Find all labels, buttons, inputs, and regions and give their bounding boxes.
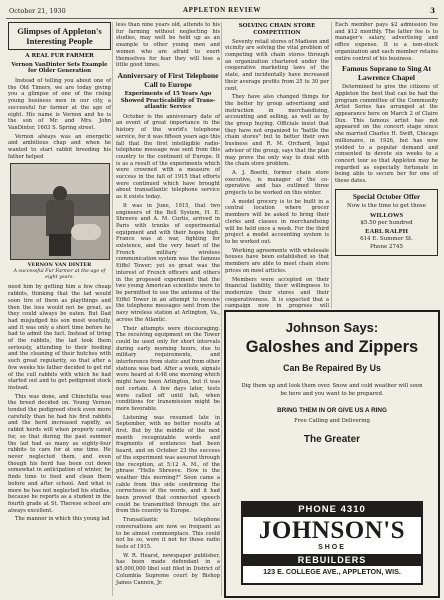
- photo-rabbit: [71, 224, 101, 240]
- paragraph: This was done, and Chinchilla was the breed decided on. Young Vernon tended the pedigreed stock even more carefully than he had his first rabbits and the herd increased rapidly, as rabbit herds will when properly cared for, so that during the past summer the lad had as many as eighty-four rabbits to care for at one time. He never neglected them, and even though his herd has been cut down somewhat in anticipation of winter, he finds time to feed and clean them before and after school. And what is more he has not neglected his studies, because he reports as a student in the fourth grade at St. Therese school are always excellent.: [8, 393, 111, 514]
- paragraph: Vernon always was an energetic and ambitious chap and when he wanted to start rabbit breeding his father helped: [8, 133, 111, 160]
- ad-phone: Phone 2745: [369, 243, 404, 250]
- header-rule: [6, 18, 438, 19]
- paragraph: Determined to give the citizens of Appleton the best that can be had the program committee of the Community Artist Series has arranged at the appearance here on March 2 of Claire Dux. This famous artist has not appeared on the concert stage since she married Charles H. Swift, Chicago millionaire, in 1926, but has now yielded to a popular demand and consented to devote six weeks to a concert tour so that Appleton may be regarded as especially fortunate in being able to secure her for one of these dates.: [335, 84, 438, 185]
- page-number: 3: [430, 6, 435, 15]
- logo-shoe: SHOE: [318, 544, 346, 551]
- paragraph: October is the anniversary date of an event of great importance in the history of the world's telephone service, for it was fifteen years ago this fall that the first intelligible radio-telephone message was sent from this country to the continent of Europe. It is as a result of the experiments which were crowned with a measure of success in the fall of 1915 that efforts were continued which have brought about transatlantic telephone service as it exists today.: [116, 113, 220, 201]
- ad-name: EARL RALPH: [365, 228, 408, 236]
- column-1: [8, 22, 111, 596]
- article-headline: Anniversary of First Telephone Call to Europe: [117, 70, 219, 89]
- logo-phone: PHONE 4310: [243, 503, 421, 517]
- caption-name: VERNON VAN DINTER: [27, 262, 92, 269]
- paragraph: A model grocery is to be built in a central location where grocer members will be asked to bring their clerks and classes in merchandising will be held once a week. For the third project a model accounting system is to be worked out.: [225, 198, 329, 245]
- ad-title: Special October Offer: [352, 192, 421, 201]
- logo-address: 123 E. COLLEGE AVE., APPLETON, WIS.: [263, 567, 401, 576]
- paragraph: It was in June, 1915, that two engineers of the Bell System, H. E. Shreeve and A. M. Curtis, arrived in Paris with trunks of experimental equipment and with their hopes high. France was at war, fighting for existence, and the very heart of the French military wireless communication system was the famous Eiffel Tower; yet so great was the interest of French officers and others in the proposed experiment that the two young American scientists were to be permitted to use the antenna of the Eiffel Tower in an attempt to receive the telephone messages sent from the navy wireless station at Arlington, Va., across the Atlantic.: [116, 202, 220, 323]
- ad-headline-main: Galoshes and Zippers: [245, 338, 419, 356]
- paragraph: Seventy retail stores of Madison and vicinity are solving the vital problem of competing with chain stores through an organization chartered under the cooperative marketing laws of the state, and incidentally have increased their average profits from 25 to 30 per cent.: [225, 38, 329, 92]
- ad-subheadline: Can Be Repaired By Us: [283, 363, 381, 373]
- column-4: [335, 22, 438, 312]
- caption-text: A successful Fur Farmer at the age of eight years.: [13, 269, 106, 281]
- paragraph: A. J. Boerhi, former chain store executive, is manager of the co-operative and has outlined three projects to be worked on this winter.: [225, 169, 329, 197]
- paragraph: They have also changed things for the better by group advertising and instruction in merchandising, accounting and selling, as well as by the group buying. Officials insist that they have not organized to "battle the chain stores" but to better their own business and R. M. Orchard, legal adviser of the group, says that the plan may prove the only way to deal with the chain store problem.: [225, 94, 329, 168]
- paragraph: Working agreements with wholesale houses have been established so that members are able to meet chain store prices on most articles.: [225, 247, 329, 274]
- ad-tagline: The Greater: [303, 433, 361, 445]
- ad-address: 614 E. Summer St.: [360, 236, 413, 243]
- photo-boy-head: [53, 186, 67, 201]
- photo-boy-legs: [49, 234, 71, 256]
- masthead: APPLETON REVIEW: [183, 6, 261, 14]
- portrait-photo: [10, 163, 110, 260]
- photo-caption: [8, 262, 111, 281]
- column-2: [116, 22, 220, 596]
- johnsons-logo: [241, 501, 423, 585]
- ad-brand: WILLOWS: [369, 211, 404, 219]
- ad-price: $5.50 per hundred: [360, 219, 413, 226]
- column-rule: [221, 22, 222, 596]
- paragraph: need him by getting him a few cheap rabbits, thinking that the lad would soon tire of them as playthings and then the loss would not be great, as they could always be eaten. But Dad had misjudged his son most woefully, and it was only a short time before he had to admit the fact. Instead of tiring of the rabbits, the lad took them seriously, attending to their feeding and the cleaning of their hutches with such great regularity, so that after a few weeks his father decided to get rid of the cull rabbits with which he had started out and to get pedigreed stock instead.: [8, 284, 111, 391]
- feature-box-title: Glimpses of Appleton's Interesting People: [8, 22, 111, 50]
- ad-line: Now is the time to get those: [347, 203, 426, 210]
- paragraph: Listening was resumed late in September, with no better results at first. But by the middle of the next month recognizable words and fragments of sentences had been heard, and on October 23 the success of the experiment was assured through the reception, at 5:12 A. M., of the phrase "Hello Shreeve. How is the weather this morning?" Soon came a cable from this side confirming the correctness of the words, and it had been proved that connected speech could be transmitted through the air from this country to Europe.: [116, 414, 220, 515]
- johnson-shoe-ad: [224, 310, 440, 598]
- article-headline: SOLVING CHAIN STORE COMPETITION: [238, 23, 316, 36]
- photo-boy-body: [46, 200, 74, 236]
- ad-headline: Johnson Says:: [285, 320, 379, 335]
- paragraph: Members were accepted on their financial liability, their willingness to modernize their stores and their cooperativeness. It is expected that a campaign now in progress will: [225, 276, 329, 310]
- ad-body: Dig them up and look them over. Snow and cold weather will soon be here and you want to be prepared.: [241, 383, 423, 398]
- page-header: [9, 5, 435, 17]
- article-headline: Famous Soprano to Sing At Lawrence Chapel: [341, 64, 432, 83]
- ad-note: Free Calling and Delivering: [294, 417, 370, 424]
- paragraph: Transatlantic telephone conversations are now so frequent as to be almost commonplace. This could not be so, were it not for those radio tests of 1915.: [116, 517, 220, 550]
- logo-name: JOHNSON'S: [258, 517, 406, 544]
- column-rule: [112, 22, 113, 596]
- paragraph: Instead of telling you about one of the Old Timers, we are today giving you a glimpse of one of the rising young business men in our city, a successful fur farmer at the age of eight. His name is Vernon and he is the son of Mr. and Mrs. John VanDinter, 1603 S. Spring street.: [8, 77, 111, 131]
- column-rule: [331, 22, 332, 308]
- article-headline: A REAL FUR FARMER: [25, 53, 94, 59]
- paragraph: Each member pays $2 admission fee and $12 monthly. The latter fee is to manager's salary, advertising and office expense. It is a non-stock organization and each member retains entire control of his business.: [335, 22, 438, 62]
- paragraph: The manner in which this young lad: [15, 516, 110, 523]
- column-3: [225, 22, 329, 312]
- paragraph: W. R. Hearst, newspaper publisher, has been made defendant in a $5,000,000 libel suit filed in District of Columbia Supreme court by Bishop James Cannon, Jr.: [116, 552, 220, 586]
- issue-date: October 21, 1930: [9, 7, 66, 15]
- paragraph: Their attempts were discouraging. The receiving equipment on the Tower could be used only for short intervals during early morning hours, due to military requirements, and interference from static and from other stations was bad. After a week, signals were heard at 4:48 one morning which might have been Arlington, but it was not certain. A few days later, tests were called off until fall, when conditions for transmission might be more favorable.: [116, 325, 220, 412]
- ad-callout: BRING THEM IN OR GIVE US A RING: [277, 406, 387, 414]
- article-subhead: Experiments of 15 Years Ago Showed Practicability of Trans-atlantic Service: [120, 90, 216, 111]
- willows-ad: [335, 189, 438, 257]
- logo-rebuilders: REBUILDERS: [243, 554, 421, 566]
- paragraph: less than nine years old, attends to his fur farming without neglecting his studies, may well be held up as an example to other young men and women who are afraid to exert themselves for fear they will lose a little good times.: [116, 22, 220, 69]
- article-subhead: Vernon VanDinter Sets Example for Older Generation: [11, 61, 108, 75]
